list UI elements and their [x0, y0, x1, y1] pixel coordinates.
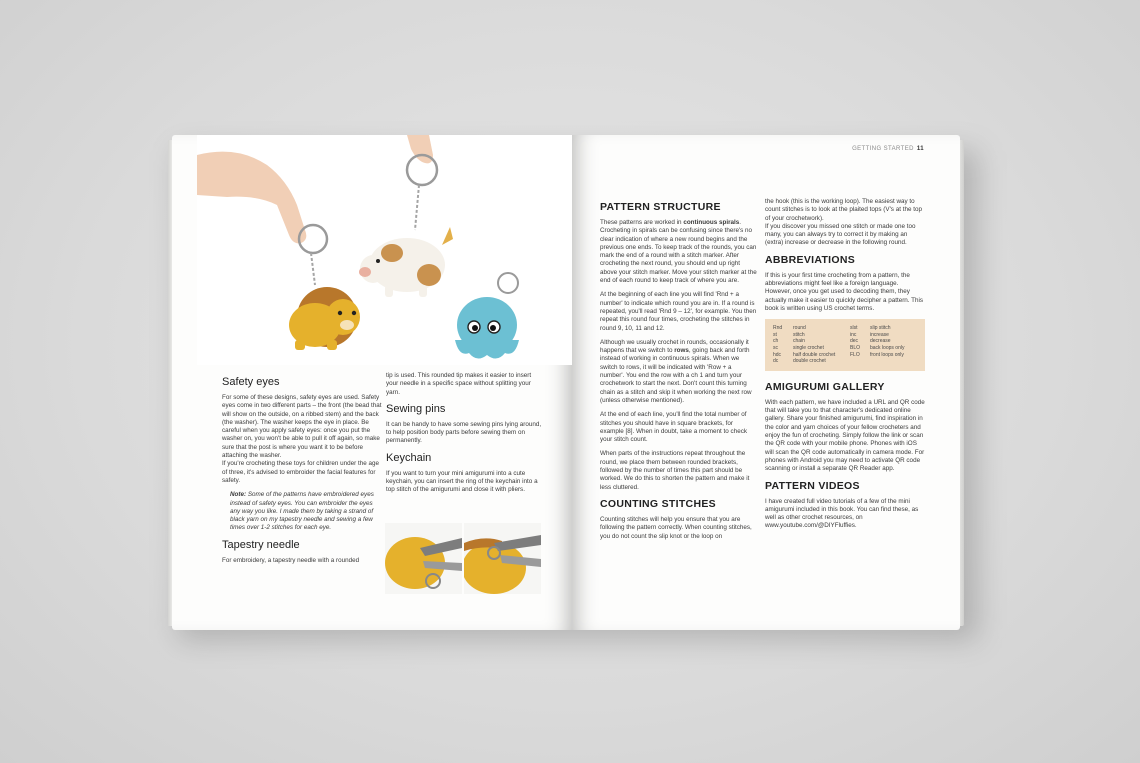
paragraph-stitch-count: At the end of each line, you'll find the total number of stitches you should have in square brackets, for example [8]. When in doubt, take a moment to check your stitch count. [600, 411, 748, 444]
abbr-code [850, 358, 868, 365]
page-number-right: 11 [916, 146, 924, 152]
left-page [172, 135, 572, 630]
paragraph-sewing-pins: It can be handy to have some sewing pins lying around, to help position body parts before sewing them on permanently. [386, 420, 542, 445]
left-page-column-1 [222, 372, 382, 571]
abbr-code: inc [850, 331, 857, 338]
heading-abbreviations: ABBREVIATIONS [765, 253, 856, 266]
keychain-step-photos [385, 523, 541, 594]
paragraph-tapestry-needle: For embroidery, a tapestry needle with a rounded [222, 556, 360, 564]
abbr-meaning: slip stitch [870, 325, 891, 332]
left-page-column-2 [386, 372, 544, 501]
paragraph-rounded-brackets: When parts of the instructions repeat throughout the round, we place them between rounded brackets, followed by the number of times this part should be worked. We do this to shorten the pattern and make it less cluttered. [600, 450, 750, 491]
abbr-code: dec [850, 338, 859, 345]
heading-keychain: Keychain [386, 451, 432, 464]
abbr-meaning: front loops only [870, 351, 904, 358]
heading-counting-stitches: COUNTING STITCHES [600, 497, 716, 510]
note-embroidered-eyes: Note: Some of the patterns have embroidered eyes instead of safety eyes. You can embroider the eyes any way you like. I made them by taking a strand of black yarn on my tapestry needle and sewing a few times over 1-2 stitches for each eye. [230, 491, 374, 532]
heading-tapestry-needle: Tapestry needle [222, 538, 300, 551]
paragraph-working-loop: the hook (this is the working loop). The easiest way to count stitches is to look at the plaited tops (V's at the top of your crochetwork). [765, 198, 922, 222]
abbr-meaning: decrease [870, 338, 891, 345]
pliers-photo-2 [464, 523, 541, 594]
paragraph-continuous-spirals: These patterns are worked in continuous spirals. Crocheting in spirals can be confusing since there's no clear indication of where a new round begins and the previous one ends. To keep track of the rounds, you can mark the end of a round with a stitch marker. After crocheting the next round, you should end up right above your stitch marker. Move your stitch marker at the end of each round to keep track of where you are. [600, 219, 757, 285]
paragraph-counting-stitches: Counting stitches will help you ensure that you are following the pattern correctly. When counting stitches, you do not count the slip knot or the loop on [600, 515, 752, 540]
abbr-meaning [870, 358, 917, 365]
abbr-meaning: back loops only [870, 345, 905, 352]
paragraph-rnd-number: At the beginning of each line you will find 'Rnd + a number' to indicate which round you are in. If a round is repeated, you'll read 'Rnd 9 – 12', for example. You then repeat this round four times, crocheting the stitches in round 9, 10, 11 and 12. [600, 291, 757, 332]
abbr-code: Rnd [773, 325, 783, 332]
paragraph-keychain: If you want to turn your mini amigurumi into a cute keychain, you can insert the ring of the keychain into a top stitch of the amigurumi and close it with pliers. [386, 469, 538, 494]
heading-pattern-structure: PATTERN STRUCTURE [600, 201, 721, 213]
abbr-code: sc [773, 345, 778, 352]
heading-sewing-pins: Sewing pins [386, 402, 446, 415]
right-page [572, 135, 960, 630]
abbr-meaning: double crochet [793, 358, 826, 365]
paragraph-missed-stitch: If you discover you missed one stitch or made one too many, you can always try to correct it by making an (extra) increase or decrease in the following round. [765, 222, 916, 247]
keychain-photo-illustration [197, 135, 572, 365]
abbr-code: st [773, 331, 777, 338]
paragraph-amigurumi-gallery: With each pattern, we have included a URL and QR code that will take you to that character's dedicated online gallery. Share your finished amigurumi, find inspiration in the color and yarn choices of your fellow crocheters and enjoy the fun of crocheting. Simply follow the link or scan the QR code with your mobile phone. Phones with iOS will scan the QR code automatically in camera mode. For phones with Android you may need to activate QR code scanning or install a separate QR Reader app. [765, 398, 925, 473]
abbr-code: FLO [850, 351, 860, 358]
abbr-meaning: single crochet [793, 345, 824, 352]
keychain-step-photo-2 [464, 523, 541, 594]
heading-safety-eyes: Safety eyes [222, 376, 280, 388]
pliers-photo-1 [385, 523, 462, 594]
paragraph-safety-eyes: For some of these designs, safety eyes are used. Safety eyes come in two different parts – the front (the bead that will show on the outside, on a ribbed stem) and the back (the washer). The washer keeps the eye in place. Be careful when you apply safety eyes: once you put the washer on, you won't be able to pull it off again, so make sure that the post is where you want it to be before attaching the washer. [222, 394, 382, 460]
abbr-meaning: round [793, 325, 806, 332]
abbreviations-table [765, 319, 925, 371]
paragraph-pattern-videos: I have created full video tutorials of a few of the mini amigurumi included in this book. You can find these, as well as other crochet resources, on www.youtube.com/@DIYFluffies. [765, 497, 919, 530]
keychain-photo [197, 135, 572, 365]
paragraph-abbreviations: If this is your first time crocheting from a pattern, the abbreviations might feel like a foreign language. However, once you get used to decoding them, they actually make it easier to quickly decipher a pattern. This book is written using US crochet terms. [765, 271, 924, 312]
abbr-code: hdc [773, 351, 782, 358]
paragraph-rows: Although we usually crochet in rounds, occasionally it happens that we switch to rows, going back and forth instead of working in continuous spirals. When we switch to rows, it will be indicated with 'Row + a number'. You end the row with a ch 1 and turn your crochetwork to start the next. Don't count this turning chain as a stitch and skip it when working the next row (unless otherwise mentioned). [600, 338, 752, 404]
abbr-meaning: stitch [793, 331, 805, 338]
abbr-code: dc [773, 358, 779, 365]
heading-amigurumi-gallery: AMIGURUMI GALLERY [765, 380, 885, 393]
paragraph-safety-children: If you're crocheting these toys for children under the age of three, it's advised to embroider the facial features for safety. [222, 460, 379, 484]
right-page-column-2 [765, 198, 925, 537]
running-head-right: GETTING STARTED 11 [852, 146, 924, 152]
abbr-meaning: increase [870, 331, 889, 338]
keychain-step-photo-1 [385, 523, 462, 594]
abbr-meaning: chain [793, 338, 805, 345]
abbr-code: slst [850, 325, 858, 332]
abbr-code: BLO [850, 345, 861, 352]
heading-pattern-videos: PATTERN VIDEOS [765, 479, 860, 492]
abbr-code: ch [773, 338, 779, 345]
paragraph-rounded-tip: tip is used. This rounded tip makes it easier to insert your needle in a specific space without splitting your yarn. [386, 372, 532, 396]
abbr-meaning: half double crochet [793, 351, 836, 358]
right-page-column-1 [600, 197, 757, 547]
